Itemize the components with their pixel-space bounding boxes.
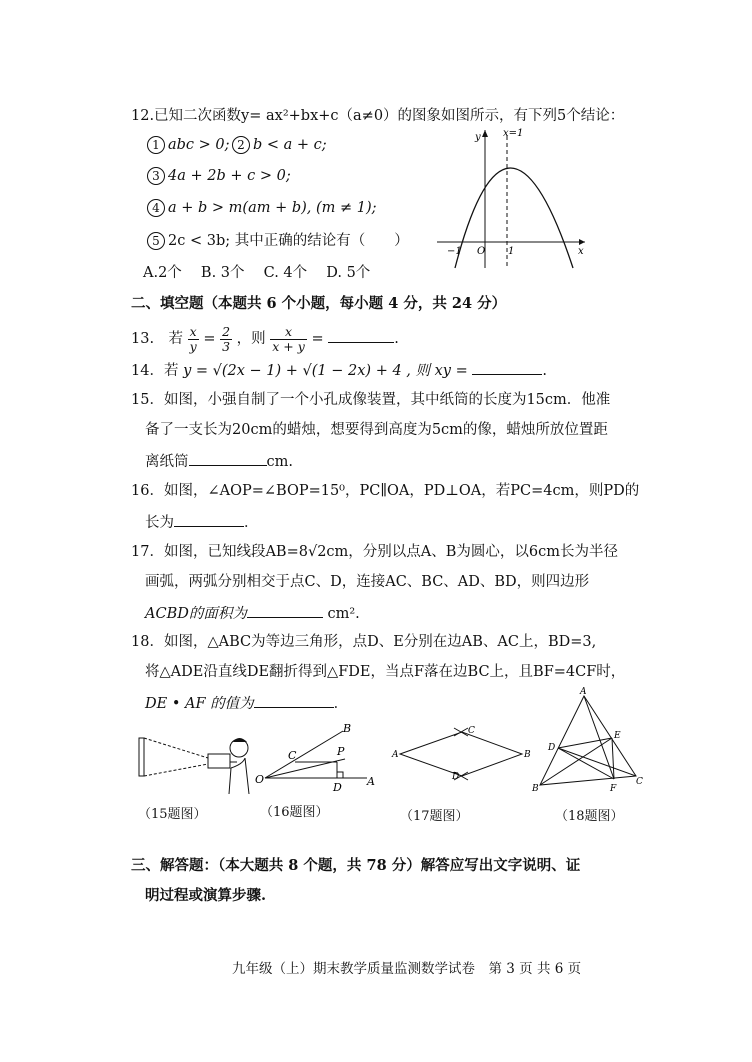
section2-heading: 二、填空题（本题共 6 个小题，每小题 4 分，共 24 分）	[131, 295, 507, 312]
answer-blank	[174, 512, 244, 527]
q12-conclusion-2	[232, 136, 327, 154]
q16-line2	[145, 512, 259, 532]
point-label-d: D	[333, 781, 342, 794]
q13-prefix: 13. 若	[131, 331, 184, 347]
figure-16	[255, 723, 385, 793]
q18-line2: 将△ADE沿直线DE翻折得到△FDE，当点F落在边BC上，且BF=4CF时，	[145, 664, 626, 680]
section3-heading-line1: 三、解答题：（本大题共 8 个题，共 78 分）解答应写出文字说明、证	[131, 857, 581, 874]
fraction-x-over-y: $\frac{x}{y}$	[189, 323, 197, 354]
tick-neg-one: −1	[447, 246, 462, 257]
x-axis-label: x	[578, 246, 584, 257]
figure-17	[392, 720, 532, 790]
fraction-x-over-x-plus-y: $\frac{x}{x + y}$	[272, 323, 305, 354]
text: DE • AF 的值为	[145, 696, 254, 712]
point-label-p: P	[337, 745, 345, 758]
q13	[131, 322, 399, 356]
text: cm.	[266, 454, 293, 470]
q14-expression: y = √(2x − 1) + √(1 − 2x) + 4 , 则 xy =	[183, 363, 468, 379]
circle-number-icon: 2	[232, 136, 250, 154]
point-label-b: B	[524, 750, 531, 760]
q18-line3	[145, 693, 348, 713]
caption-fig-15: （15题图）	[138, 807, 207, 822]
axis-of-symmetry-label: x=1	[503, 128, 524, 139]
q12-stem: 12.已知二次函数y= ax²+bx+c（a≠0）的图象如图所示，有下列5个结论：	[131, 108, 625, 124]
point-label-c: C	[468, 726, 475, 736]
circle-number-icon: 4	[147, 199, 165, 217]
q12-conclusion-3	[147, 167, 291, 185]
answer-blank	[247, 603, 323, 618]
q17-line1: 17．如图，已知线段AB=8√2cm，分别以点A、B为圆心，以6cm长为半径	[131, 544, 619, 560]
point-label-o: O	[255, 773, 265, 786]
answer-blank	[254, 693, 334, 708]
equals: =	[311, 331, 324, 347]
point-label-f: F	[610, 784, 617, 794]
circle-number-icon: 3	[147, 167, 165, 185]
q15-line2: 备了一支长为20cm的蜡烛，想要得到高度为5cm的像，蜡烛所放位置距	[145, 422, 608, 438]
figure-15	[133, 728, 263, 798]
tick-one: 1	[508, 246, 515, 257]
answer-blank	[472, 360, 542, 375]
conclusion-text: 2c < 3b; 其中正确的结论有（ ）	[168, 233, 409, 249]
q14	[131, 360, 547, 380]
point-label-d: D	[452, 772, 460, 782]
point-label-c: C	[636, 777, 643, 787]
point-label-d: D	[548, 743, 556, 753]
caption-fig-16: （16题图）	[260, 805, 329, 820]
y-axis-label: y	[475, 132, 481, 143]
fraction-2-over-3: $\frac{2}{3}$	[222, 323, 231, 354]
point-label-a: A	[367, 775, 375, 788]
text: cm².	[327, 606, 360, 622]
period: .	[394, 331, 399, 347]
q12-conclusion-5	[147, 232, 409, 250]
caption-fig-17: （17题图）	[400, 809, 469, 824]
q12-conclusion-1	[147, 136, 230, 154]
conclusion-text: b < a + c;	[253, 137, 327, 153]
equals: =	[203, 331, 216, 347]
q13-mid: ，则	[236, 331, 266, 347]
q17-line2: 画弧，两弧分别相交于点C、D，连接AC、BC、AD、BD，则四边形	[145, 574, 590, 590]
point-label-e: E	[614, 731, 621, 741]
text: ．	[244, 515, 259, 531]
q18-line1: 18．如图，△ABC为等边三角形，点D、E分别在边AB、AC上，BD=3,	[131, 634, 597, 650]
point-label-b: B	[532, 784, 539, 794]
text: ACBD的面积为	[145, 606, 247, 622]
circle-number-icon: 1	[147, 136, 165, 154]
q17-line3	[145, 603, 360, 623]
q12-parabola-graph	[437, 128, 597, 273]
section3-heading-line2: 明过程或演算步骤.	[145, 887, 267, 904]
q12-conclusion-4	[147, 199, 377, 217]
q16-line1: 16．如图，∠AOP=∠BOP=15⁰，PC∥OA，PD⊥OA，若PC=4cm，则PD的	[131, 483, 640, 499]
figure-18	[532, 687, 643, 795]
caption-fig-18: （18题图）	[555, 809, 624, 824]
q12-options: A.2个 B. 3个 C. 4个 D. 5个	[143, 265, 371, 281]
point-label-b: B	[343, 722, 352, 735]
text: ．	[333, 696, 349, 712]
page-footer: 九年级（上）期末教学质量监测数学试卷 第 3 页 共 6 页	[232, 961, 582, 977]
q14-prefix: 14．若	[131, 363, 179, 379]
q15-line1: 15．如图，小强自制了一个小孔成像装置，其中纸筒的长度为15cm．他准	[131, 392, 611, 408]
answer-blank	[328, 328, 394, 343]
point-label-a: A	[580, 687, 587, 697]
text: 长为	[145, 515, 174, 531]
circle-number-icon: 5	[147, 232, 165, 250]
conclusion-text: a + b > m(am + b), (m ≠ 1);	[168, 200, 377, 216]
origin-label: O	[477, 246, 486, 257]
period: .	[542, 363, 547, 379]
point-label-c: C	[288, 749, 297, 762]
conclusion-text: 4a + 2b + c > 0;	[168, 168, 291, 184]
q15-line3	[145, 451, 293, 471]
point-label-a: A	[392, 750, 399, 760]
answer-blank	[189, 451, 267, 466]
text: 离纸筒	[145, 454, 189, 470]
conclusion-text: abc > 0;	[168, 137, 230, 153]
